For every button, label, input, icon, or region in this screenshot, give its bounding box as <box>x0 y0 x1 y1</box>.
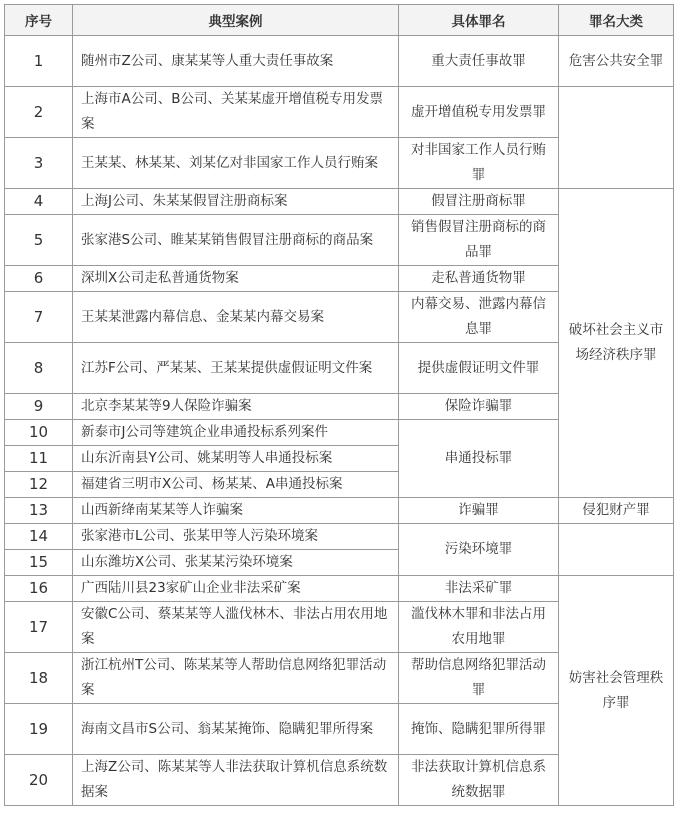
case-name: 随州市Z公司、康某某等人重大责任事故案 <box>73 36 399 87</box>
header-row <box>5 5 674 36</box>
crime-name: 虚开增值税专用发票罪 <box>399 87 559 138</box>
crime-name: 帮助信息网络犯罪活动罪 <box>399 653 559 704</box>
crime-name: 串通投标罪 <box>399 420 559 498</box>
crime-name: 污染环境罪 <box>399 524 559 576</box>
case-name: 上海J公司、朱某某假冒注册商标案 <box>73 189 399 215</box>
row-number: 11 <box>5 446 73 472</box>
crime-name: 重大责任事故罪 <box>399 36 559 87</box>
crime-name: 销售假冒注册商标的商品罪 <box>399 215 559 266</box>
table-row <box>5 498 674 524</box>
row-number: 18 <box>5 653 73 704</box>
case-table <box>4 4 674 806</box>
crime-category: 破坏社会主义市场经济秩序罪 <box>559 189 674 498</box>
crime-category: 侵犯财产罪 <box>559 498 674 524</box>
case-name: 安徽C公司、蔡某某等人滥伐林木、非法占用农用地案 <box>73 602 399 653</box>
header-crime: 具体罪名 <box>399 5 559 36</box>
row-number: 14 <box>5 524 73 550</box>
table-row <box>5 524 674 550</box>
header-no: 序号 <box>5 5 73 36</box>
table-row <box>5 189 674 215</box>
crime-name: 非法获取计算机信息系统数据罪 <box>399 755 559 806</box>
case-name: 张家港S公司、睢某某销售假冒注册商标的商品案 <box>73 215 399 266</box>
case-name: 王某某泄露内幕信息、金某某内幕交易案 <box>73 292 399 343</box>
crime-name: 滥伐林木罪和非法占用农用地罪 <box>399 602 559 653</box>
row-number: 17 <box>5 602 73 653</box>
crime-name: 走私普通货物罪 <box>399 266 559 292</box>
case-name: 上海Z公司、陈某某等人非法获取计算机信息系统数据案 <box>73 755 399 806</box>
row-number: 10 <box>5 420 73 446</box>
crime-name: 保险诈骗罪 <box>399 394 559 420</box>
row-number: 2 <box>5 87 73 138</box>
case-name: 海南文昌市S公司、翁某某掩饰、隐瞒犯罪所得案 <box>73 704 399 755</box>
case-name: 北京李某某等9人保险诈骗案 <box>73 394 399 420</box>
table-row <box>5 87 674 138</box>
crime-name: 内幕交易、泄露内幕信息罪 <box>399 292 559 343</box>
case-name: 浙江杭州T公司、陈某某等人帮助信息网络犯罪活动案 <box>73 653 399 704</box>
row-number: 7 <box>5 292 73 343</box>
crime-category: 妨害社会管理秩序罪 <box>559 576 674 806</box>
case-name: 深圳X公司走私普通货物案 <box>73 266 399 292</box>
row-number: 4 <box>5 189 73 215</box>
row-number: 1 <box>5 36 73 87</box>
case-name: 广西陆川县23家矿山企业非法采矿案 <box>73 576 399 602</box>
header-case: 典型案例 <box>73 5 399 36</box>
row-number: 15 <box>5 550 73 576</box>
row-number: 9 <box>5 394 73 420</box>
row-number: 16 <box>5 576 73 602</box>
crime-name: 对非国家工作人员行贿罪 <box>399 138 559 189</box>
case-name: 山西新绛南某某等人诈骗案 <box>73 498 399 524</box>
case-name: 新泰市J公司等建筑企业串通投标系列案件 <box>73 420 399 446</box>
crime-name: 提供虚假证明文件罪 <box>399 343 559 394</box>
crime-category: 危害公共安全罪 <box>559 36 674 87</box>
row-number: 13 <box>5 498 73 524</box>
row-number: 8 <box>5 343 73 394</box>
row-number: 19 <box>5 704 73 755</box>
case-name: 上海市A公司、B公司、关某某虚开增值税专用发票案 <box>73 87 399 138</box>
row-number: 20 <box>5 755 73 806</box>
case-name: 张家港市L公司、张某甲等人污染环境案 <box>73 524 399 550</box>
crime-name: 诈骗罪 <box>399 498 559 524</box>
row-number: 5 <box>5 215 73 266</box>
header-category: 罪名大类 <box>559 5 674 36</box>
table-row <box>5 36 674 87</box>
document <box>4 4 674 806</box>
crime-name: 假冒注册商标罪 <box>399 189 559 215</box>
case-name: 王某某、林某某、刘某亿对非国家工作人员行贿案 <box>73 138 399 189</box>
row-number: 6 <box>5 266 73 292</box>
case-name: 山东沂南县Y公司、姚某明等人串通投标案 <box>73 446 399 472</box>
row-number: 12 <box>5 472 73 498</box>
crime-name: 掩饰、隐瞒犯罪所得罪 <box>399 704 559 755</box>
case-name: 江苏F公司、严某某、王某某提供虚假证明文件案 <box>73 343 399 394</box>
case-name: 福建省三明市X公司、杨某某、A串通投标案 <box>73 472 399 498</box>
case-name: 山东潍坊X公司、张某某污染环境案 <box>73 550 399 576</box>
crime-category-blank <box>559 524 674 576</box>
table-row <box>5 576 674 602</box>
row-number: 3 <box>5 138 73 189</box>
crime-name: 非法采矿罪 <box>399 576 559 602</box>
crime-category-blank <box>559 87 674 189</box>
